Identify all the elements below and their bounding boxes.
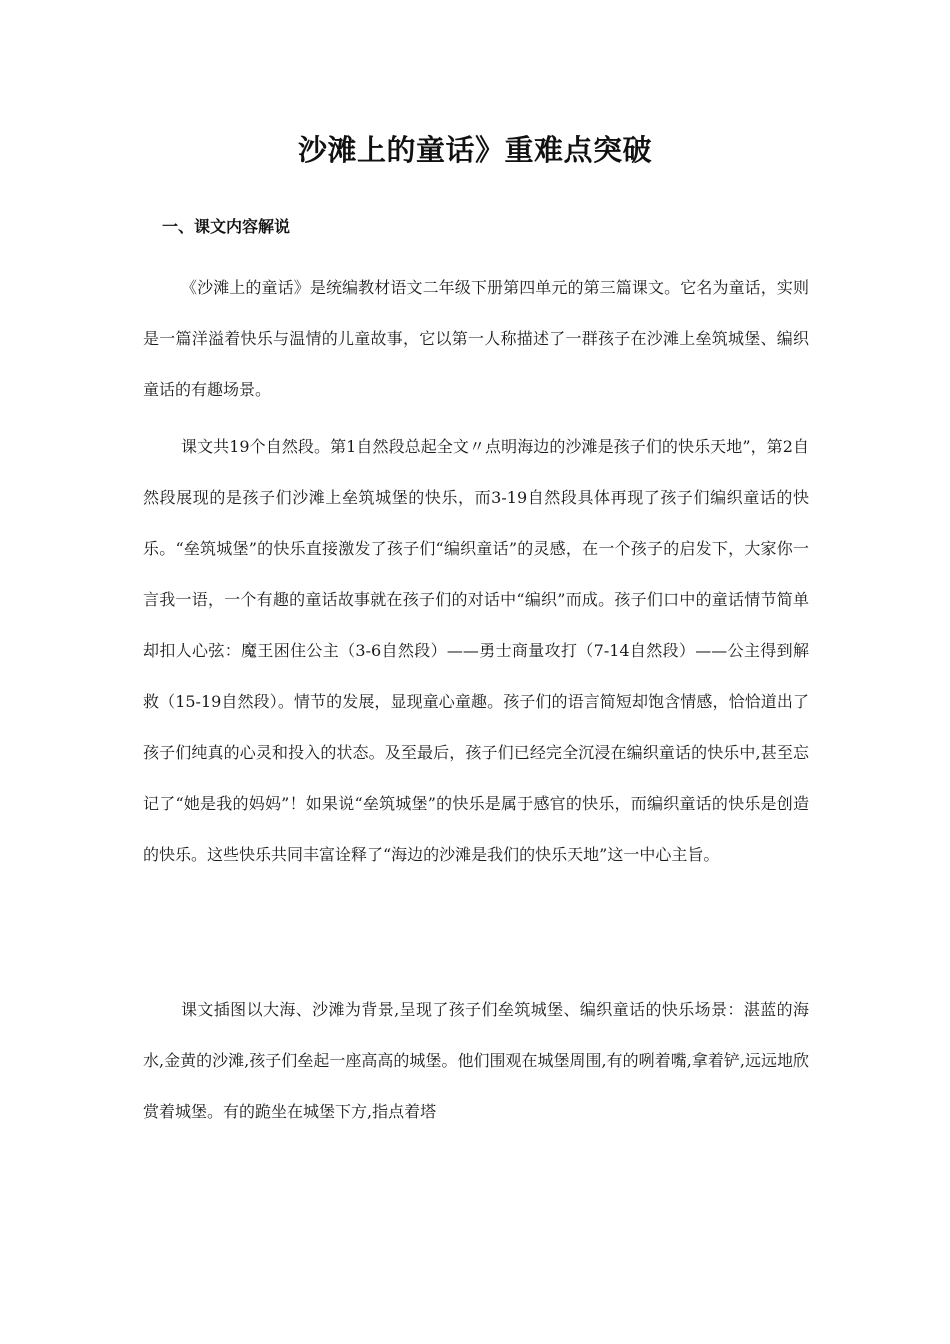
paragraph-structure: 课文共19个自然段。第1自然段总起全文〃点明海边的沙滩是孩子们的快乐天地”，第2自然段展现的是孩子们沙滩上垒筑城堡的快乐，而3-19自然段具体再现了孩子们编织童话的快乐。“垒筑城堡”的快乐直接激发了孩子们“编织童话”的灵感，在一个孩子的启发下，大家你一言我一语，一个有趣的童话故事就在孩子们的对话中“编织”而成。孩子们口中的童话情节简单却扣人心弦：魔王困住公主（3-6自然段）——勇士商量攻打（7-14自然段）——公主得到解救（15-19自然段）。情节的发展，显现童心童趣。孩子们的语言简短却饱含情感，恰恰道出了孩子们纯真的心灵和投入的状态。及至最后，孩子们已经完全沉浸在编织童话的快乐中,甚至忘记了“她是我的妈妈”！如果说“垒筑城堡”的快乐是属于感官的快乐，而编织童话的快乐是创造的快乐。这些快乐共同丰富诠释了“海边的沙滩是我们的快乐天地”这一中心主旨。 <box>143 437 809 864</box>
paragraph-illustration: 课文插图以大海、沙滩为背景,呈现了孩子们垒筑城堡、编织童话的快乐场景：湛蓝的海水,金黄的沙滩,孩子们垒起一座高高的城堡。他们围观在城堡周围,有的咧着嘴,拿着铲,远远地欣赏着城堡。有的跪坐在城堡下方,指点着塔 <box>143 1000 809 1121</box>
document-title: 沙滩上的童话》重难点突破 <box>297 133 652 167</box>
paragraph-intro: 《沙滩上的童话》是统编教材语文二年级下册第四单元的第三篇课文。它名为童话，实则是一篇洋溢着快乐与温情的儿童故事，它以第一人称描述了一群孩子在沙滩上垒筑城堡、编织童话的有趣场景。 <box>143 278 809 399</box>
section-heading: 一、课文内容解说 <box>162 217 291 236</box>
